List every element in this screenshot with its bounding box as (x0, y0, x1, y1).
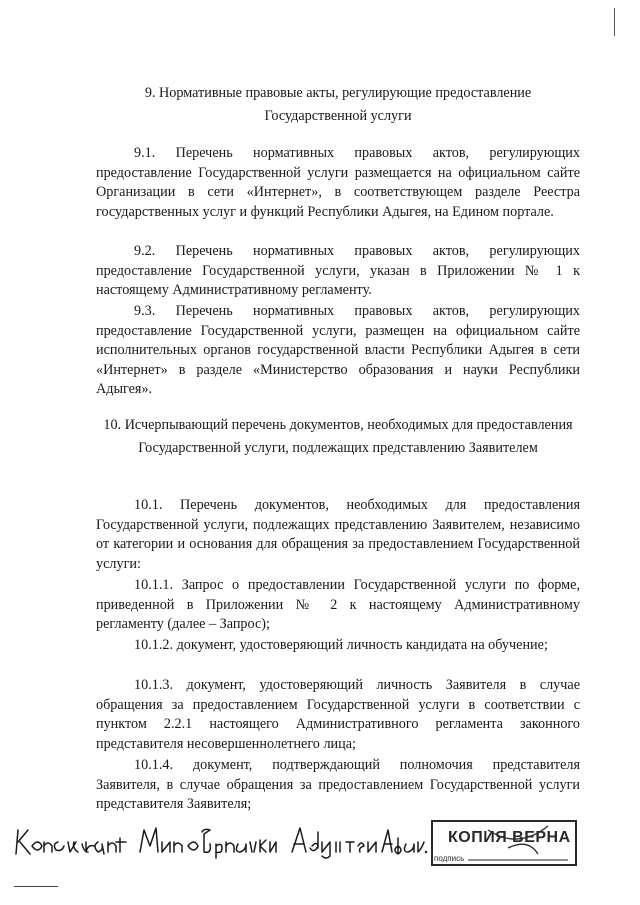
paragraph-10-1-3: 10.1.3. документ, удостоверяющий личность Заявителя в случае обращения за предоставлением Государственной услуги в соответствии с пунктом 2.2.1 настоящего Административного регламента законного представителя несовершеннолетнего лица; (96, 677, 580, 752)
bottom-edge-line (14, 886, 58, 887)
paragraph-10-1: 10.1. Перечень документов, необходимых для предоставления Государственной услуги, подлежащих представлению Заявителем, независимо от категории и основания для обращения за предоставлением Государственной услуги: (96, 497, 580, 572)
paragraph-10-1-4: 10.1.4. документ, подтверждающий полномочия представителя Заявителя, в случае обращения за предоставлением Государственной услуги представителя Заявителя; (96, 757, 580, 813)
stamp-title: КОПИЯ ВЕРНА (448, 829, 571, 846)
paragraph-9-3: 9.3. Перечень нормативных правовых актов, регулирующих предоставление Государственной услуги, размещен на официальном сайте исполнительных органов государственной власти Республики Адыгея в сети «Интернет» в разделе «Министерство образования и науки Республики Адыгея». (96, 303, 580, 398)
handwritten-signature (10, 812, 430, 862)
paragraph-9-2: 9.2. Перечень нормативных правовых актов, регулирующих предоставление Государственной услуги, указан в Приложении № 1 к настоящему Административному регламенту. (96, 243, 580, 299)
stamp-caption: подпись (434, 854, 465, 863)
paragraph-10-1-2: 10.1.2. документ, удостоверяющий личность кандидата на обучение; (134, 637, 548, 653)
paragraph-9-1: 9.1. Перечень нормативных правовых актов, регулирующих предоставление Государственной услуги размещается на официальном сайте Организации в сети «Интернет», в соответствующем разделе Реестра государственных услуг и функций Республики Адыгея, на Едином портале. (96, 145, 580, 220)
section-10-heading: 10. Исчерпывающий перечень документов, необходимых для предоставления Государственной услуги, подлежащих представлению Заявителем (103, 417, 573, 456)
section-9-heading: 9. Нормативные правовые акты, регулирующие предоставление Государственной услуги (144, 85, 532, 124)
paragraph-10-1-1: 10.1.1. Запрос о предоставлении Государственной услуги по форме, приведенной в Приложении № 2 к настоящему Административному регламенту (далее – Запрос); (96, 577, 580, 633)
copy-certified-stamp (428, 818, 580, 870)
scan-edge-line (614, 8, 615, 36)
